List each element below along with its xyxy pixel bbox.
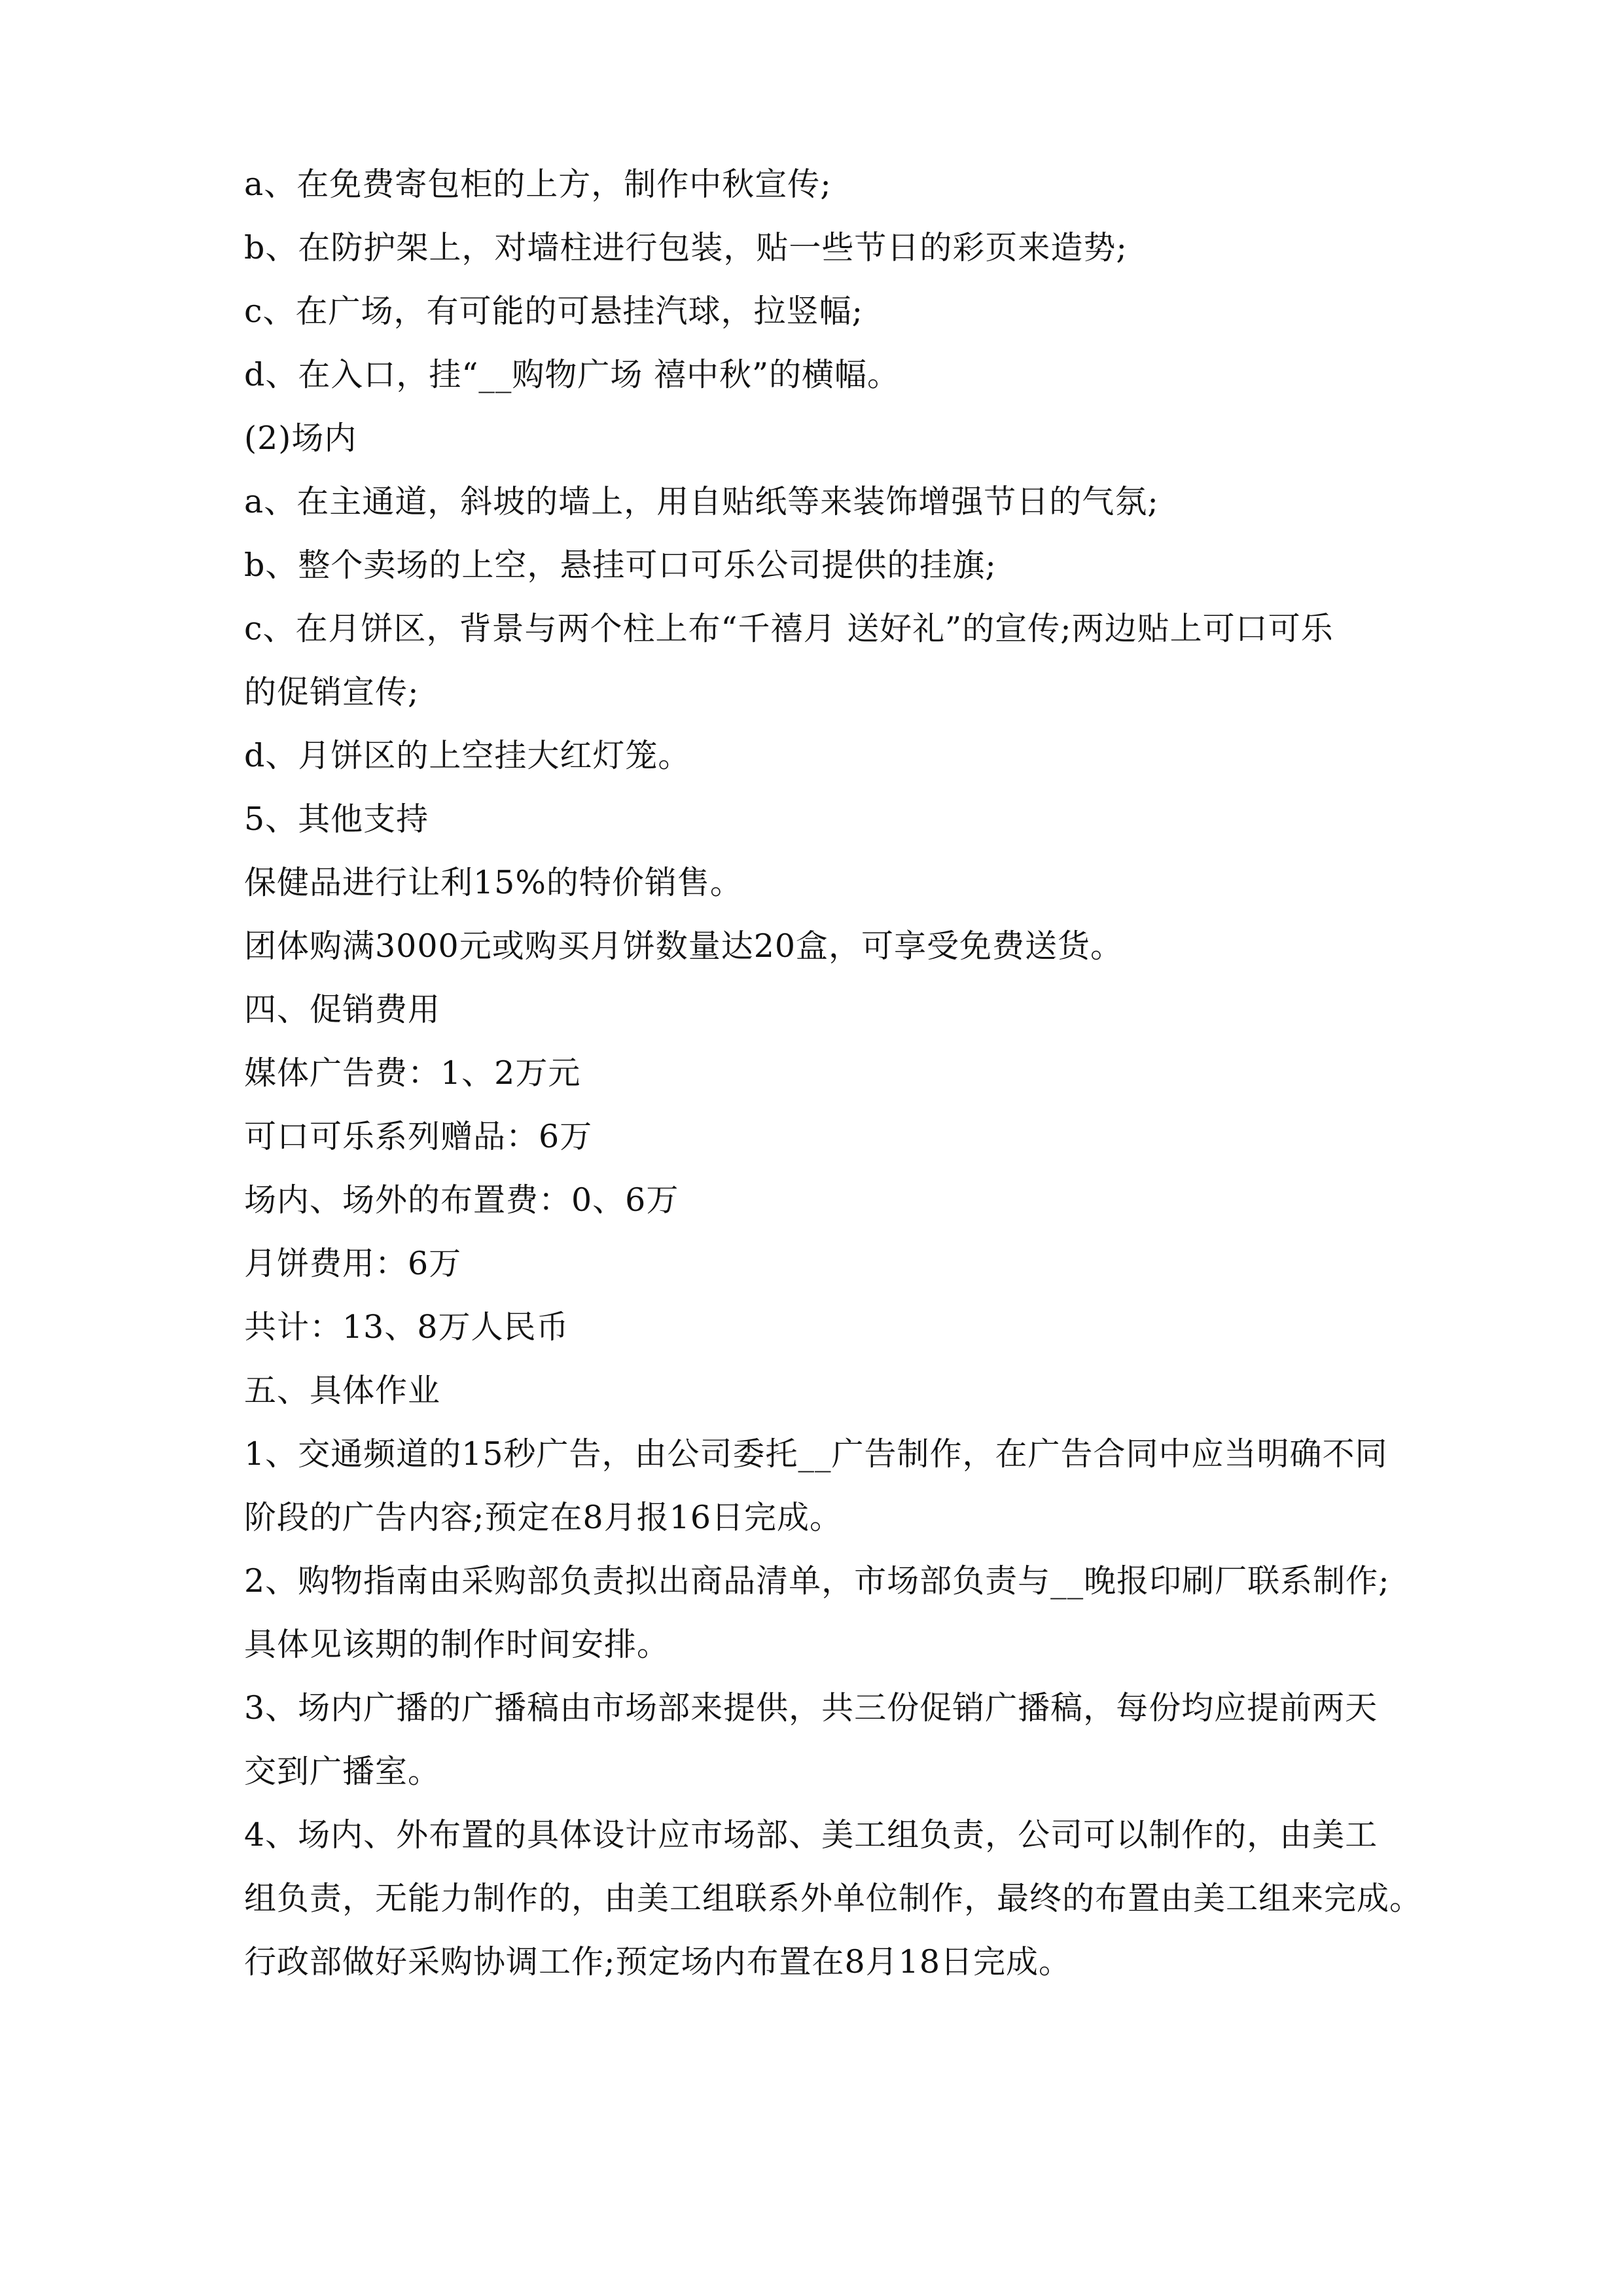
- section-heading: (2)场内: [244, 420, 357, 457]
- text-line: 保健品进行让利15%的特价销售。: [244, 864, 743, 901]
- section-heading: 四、促销费用: [244, 991, 441, 1028]
- text-line: 团体购满3000元或购买月饼数量达20盒，可享受免费送货。: [244, 927, 1124, 965]
- text-line: 具体见该期的制作时间安排。: [244, 1626, 670, 1663]
- text-line: 阶段的广告内容;预定在8月报16日完成。: [244, 1499, 843, 1536]
- text-line: 3、场内广播的广播稿由市场部来提供，共三份促销广播稿，每份均应提前两天: [244, 1689, 1378, 1727]
- text-line: 交到广播室。: [244, 1753, 441, 1790]
- cost-item: 可口可乐系列赠品：6万: [244, 1118, 593, 1155]
- text-line: 组负责，无能力制作的，由美工组联系外单位制作，最终的布置由美工组来完成。: [244, 1880, 1423, 1917]
- text-line: b、整个卖场的上空，悬挂可口可乐公司提供的挂旗;: [244, 547, 997, 584]
- text-line: 1、交通频道的15秒广告，由公司委托__广告制作，在广告合同中应当明确不同: [244, 1435, 1388, 1473]
- text-line: d、在入口，挂“__购物广场 禧中秋”的横幅。: [244, 356, 901, 393]
- text-line: a、在免费寄包柜的上方，制作中秋宣传;: [244, 166, 832, 203]
- text-line: 行政部做好采购协调工作;预定场内布置在8月18日完成。: [244, 1943, 1072, 1981]
- section-heading: 5、其他支持: [244, 800, 429, 838]
- section-heading: 五、具体作业: [244, 1372, 441, 1409]
- text-line: a、在主通道，斜坡的墙上，用自贴纸等来装饰增强节日的气氛;: [244, 483, 1159, 520]
- cost-total: 共计：13、8万人民币: [244, 1308, 569, 1346]
- text-line: c、在月饼区，背景与两个柱上布“千禧月 送好礼”的宣传;两边贴上可口可乐: [244, 610, 1334, 647]
- cost-item: 场内、场外的布置费：0、6万: [244, 1181, 679, 1219]
- text-line: 4、场内、外布置的具体设计应市场部、美工组负责，公司可以制作的，由美工: [244, 1816, 1378, 1854]
- text-line: 的促销宣传;: [244, 673, 419, 711]
- text-line: c、在广场，有可能的可悬挂汽球，拉竖幅;: [244, 293, 863, 330]
- cost-item: 月饼费用：6万: [244, 1245, 462, 1282]
- text-line: d、月饼区的上空挂大红灯笼。: [244, 737, 691, 774]
- text-line: 2、购物指南由采购部负责拟出商品清单，市场部负责与__晚报印刷厂联系制作;: [244, 1562, 1390, 1600]
- cost-item: 媒体广告费：1、2万元: [244, 1054, 581, 1092]
- text-line: b、在防护架上，对墙柱进行包装，贴一些节日的彩页来造势;: [244, 229, 1128, 266]
